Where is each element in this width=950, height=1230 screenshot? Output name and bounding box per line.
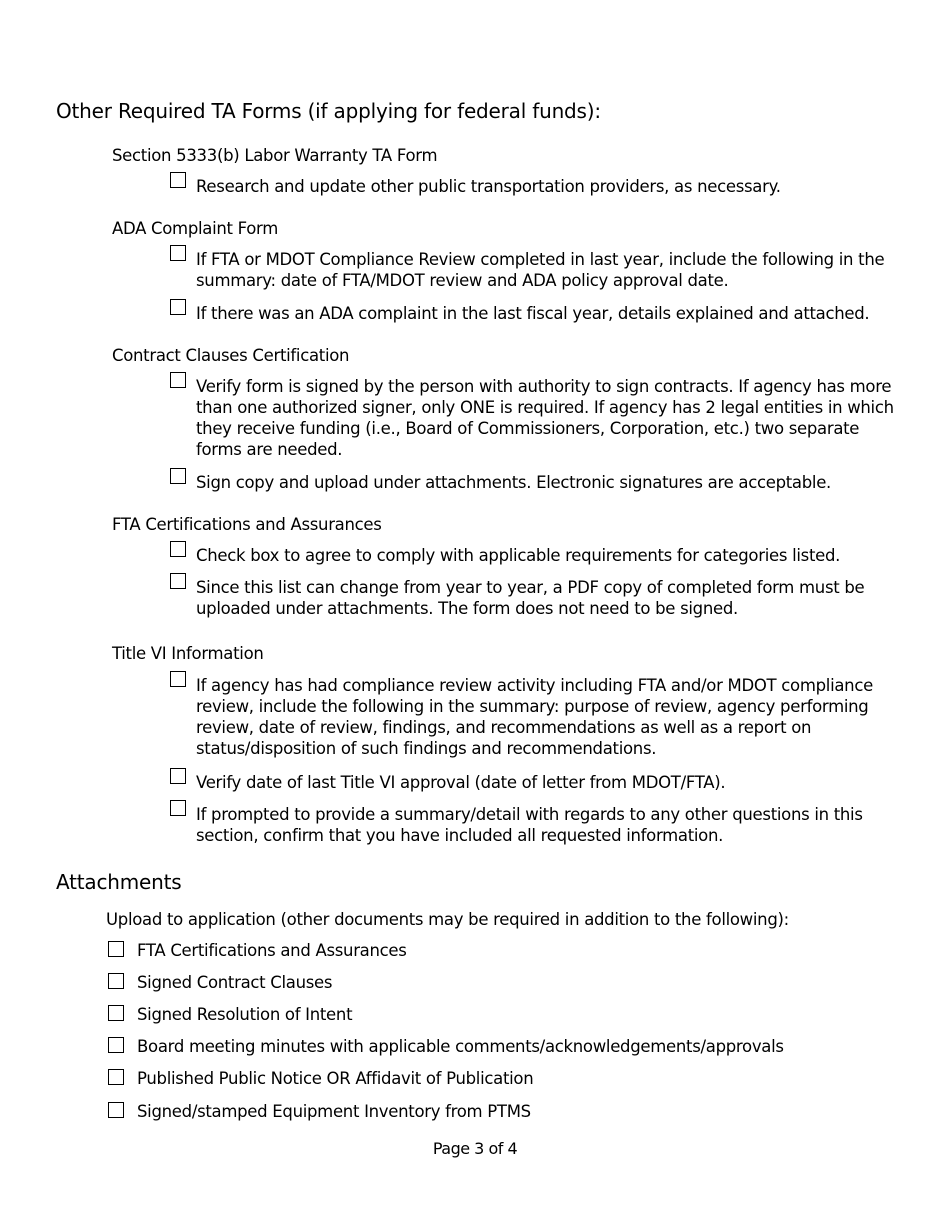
attachment-item[interactable] bbox=[108, 1005, 352, 1024]
page-number: Page 3 of 4 bbox=[432, 1139, 518, 1158]
attachment-item[interactable] bbox=[108, 1102, 531, 1121]
subsection-title-title-vi: Title VI Information bbox=[112, 644, 264, 663]
attachment-item[interactable] bbox=[108, 1069, 533, 1088]
checklist-item-text: Sign copy and upload under attachments. Electronic signatures are acceptable. bbox=[196, 473, 831, 492]
attachment-item-text: Signed/stamped Equipment Inventory from PTMS bbox=[137, 1102, 531, 1121]
checkbox[interactable] bbox=[108, 1037, 124, 1053]
checklist-item[interactable] bbox=[170, 577, 900, 619]
checklist-item[interactable] bbox=[170, 472, 900, 493]
checklist-item-text: If there was an ADA complaint in the last fiscal year, details explained and attached. bbox=[196, 304, 870, 323]
checklist-item[interactable] bbox=[170, 772, 900, 793]
checkbox[interactable] bbox=[170, 768, 186, 784]
checkbox[interactable] bbox=[108, 1069, 124, 1085]
checkbox[interactable] bbox=[170, 245, 186, 261]
subsection-title-fta-certifications: FTA Certifications and Assurances bbox=[112, 515, 382, 534]
checklist-item-text: Research and update other public transportation providers, as necessary. bbox=[196, 177, 781, 196]
checklist-item-text: Verify date of last Title VI approval (date of letter from MDOT/FTA). bbox=[196, 773, 726, 792]
checkbox[interactable] bbox=[170, 541, 186, 557]
checkbox[interactable] bbox=[170, 800, 186, 816]
checkbox[interactable] bbox=[108, 1102, 124, 1118]
attachment-item-text: Signed Resolution of Intent bbox=[137, 1005, 353, 1024]
checkbox[interactable] bbox=[170, 172, 186, 188]
checkbox[interactable] bbox=[170, 299, 186, 315]
checkbox[interactable] bbox=[170, 468, 186, 484]
subsection-title-labor-warranty: Section 5333(b) Labor Warranty TA Form bbox=[112, 146, 438, 165]
checklist-item[interactable] bbox=[170, 675, 900, 759]
attachment-item-text: Published Public Notice OR Affidavit of Publication bbox=[137, 1069, 534, 1088]
subsection-title-ada-complaint: ADA Complaint Form bbox=[112, 219, 279, 238]
checklist-item-text: Check box to agree to comply with applicable requirements for categories listed. bbox=[196, 546, 841, 565]
checklist-item[interactable] bbox=[170, 303, 900, 324]
checklist-item-text: If FTA or MDOT Compliance Review completed in last year, include the following in the summary: date of FTA/MDOT review and ADA policy approval date. bbox=[196, 250, 885, 290]
checklist-item[interactable] bbox=[170, 545, 900, 566]
section-heading-attachments: Attachments bbox=[56, 870, 182, 894]
checkbox[interactable] bbox=[108, 941, 124, 957]
subsection-title-contract-clauses: Contract Clauses Certification bbox=[112, 346, 350, 365]
attachment-item[interactable] bbox=[108, 1037, 784, 1056]
attachments-intro: Upload to application (other documents may be required in addition to the following): bbox=[106, 910, 789, 929]
checklist-item-text: Since this list can change from year to year, a PDF copy of completed form must be uploaded under attachments. The form does not need to be signed. bbox=[196, 578, 865, 618]
checklist-item[interactable] bbox=[170, 176, 900, 197]
attachment-item-text: FTA Certifications and Assurances bbox=[137, 941, 407, 960]
checklist-item[interactable] bbox=[170, 804, 900, 846]
checkbox[interactable] bbox=[170, 573, 186, 589]
attachment-item[interactable] bbox=[108, 973, 332, 992]
checkbox[interactable] bbox=[108, 1005, 124, 1021]
section-heading-other-forms: Other Required TA Forms (if applying for federal funds): bbox=[56, 99, 601, 123]
checkbox[interactable] bbox=[170, 671, 186, 687]
attachment-item-text: Signed Contract Clauses bbox=[137, 973, 333, 992]
checklist-item-text: If agency has had compliance review activity including FTA and/or MDOT compliance review, include the following in the summary: purpose of review, agency performing review, date of review, findings, and recommendations as well as a report on status/disposition of such findings and recommendations. bbox=[196, 676, 873, 758]
attachment-item[interactable] bbox=[108, 941, 407, 960]
checklist-item-text: If prompted to provide a summary/detail with regards to any other questions in this section, confirm that you have included all requested information. bbox=[196, 805, 863, 845]
checkbox[interactable] bbox=[108, 973, 124, 989]
checklist-item[interactable] bbox=[170, 249, 900, 291]
checkbox[interactable] bbox=[170, 372, 186, 388]
checklist-item-text: Verify form is signed by the person with authority to sign contracts. If agency has more than one authorized signer, only ONE is required. If agency has 2 legal entities in which they receive funding (i.e., Board of Commissioners, Corporation, etc.) two separate forms are needed. bbox=[196, 377, 894, 459]
attachment-item-text: Board meeting minutes with applicable comments/acknowledgements/approvals bbox=[137, 1037, 784, 1056]
checklist-item[interactable] bbox=[170, 376, 900, 460]
